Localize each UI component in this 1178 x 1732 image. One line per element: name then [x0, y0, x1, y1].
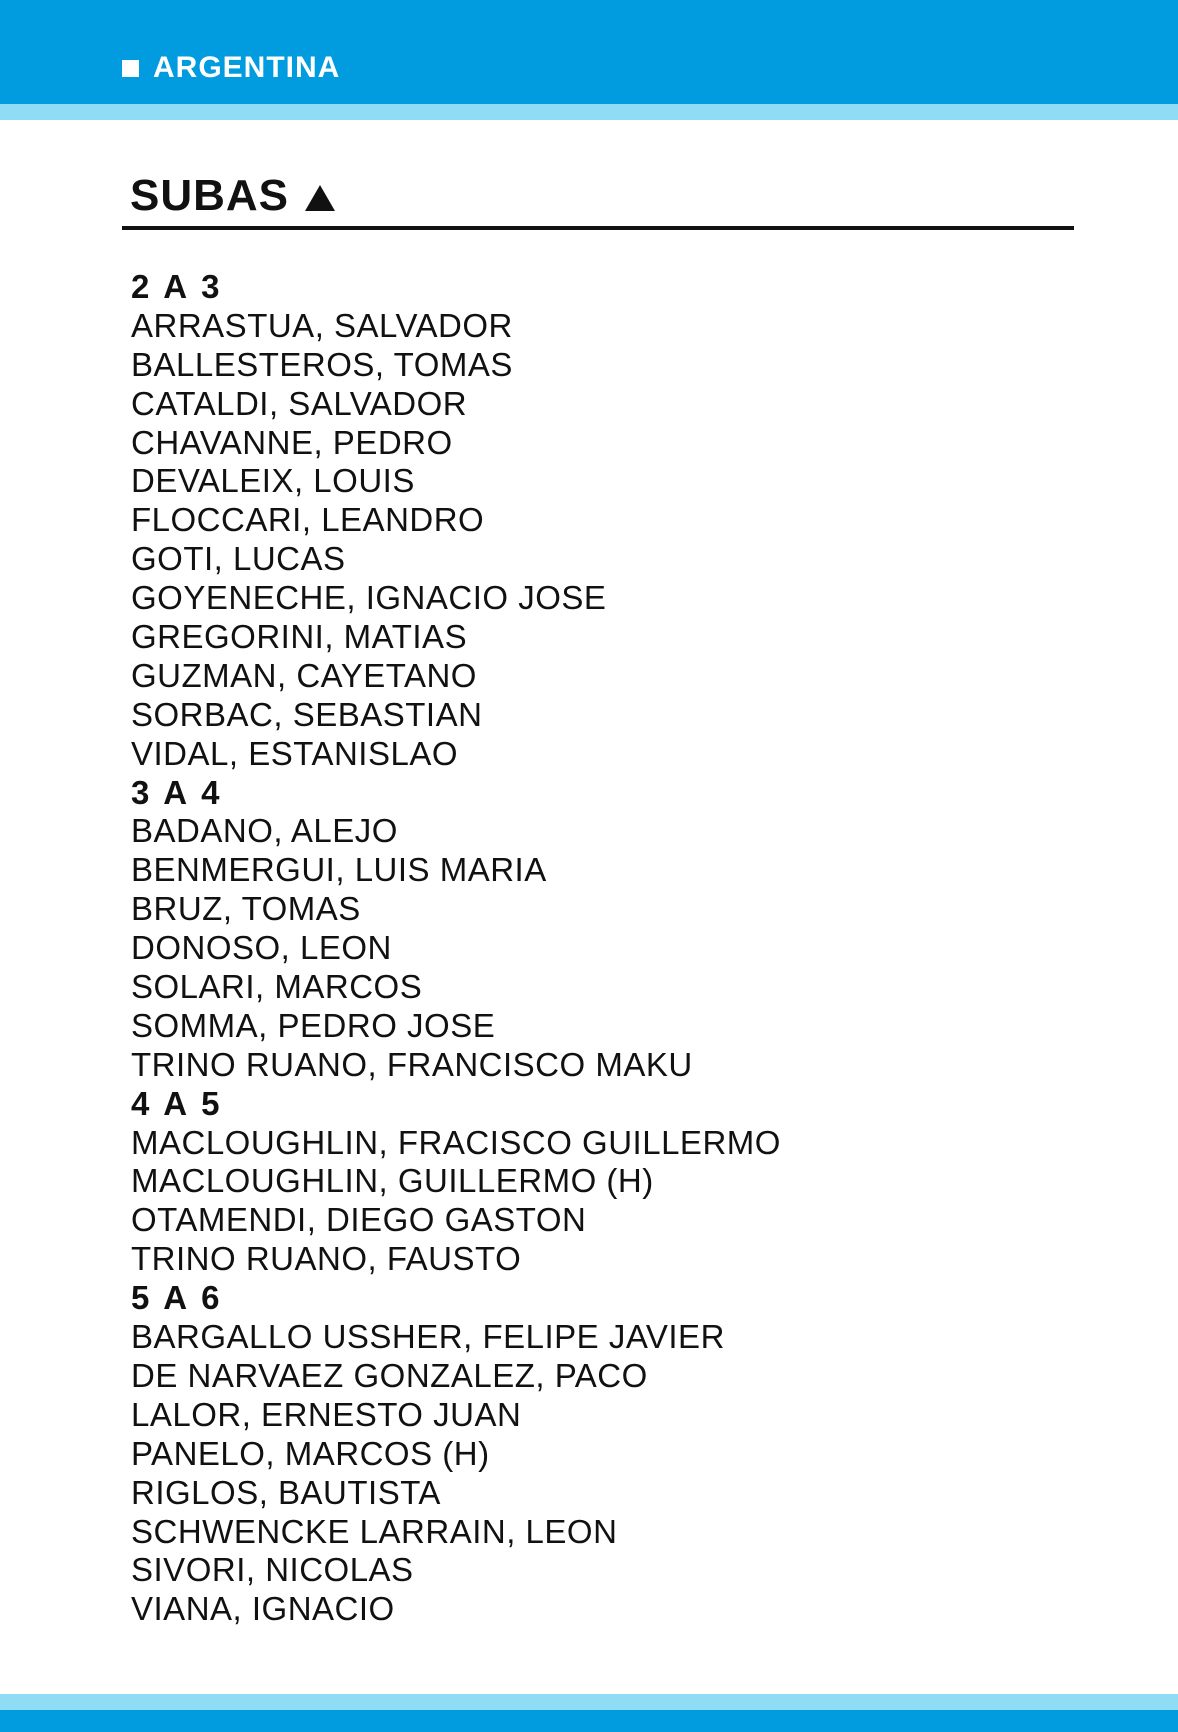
- list-item: BADANO, ALEJO: [131, 812, 398, 850]
- list-item: MACLOUGHLIN, FRACISCO GUILLERMO: [131, 1123, 781, 1161]
- list-item: GREGORINI, MATIAS: [131, 618, 468, 656]
- list-item: DEVALEIX, LOUIS: [131, 462, 415, 500]
- group-heading: 2 A 3: [131, 268, 223, 305]
- list-item: RIGLOS, BAUTISTA: [131, 1473, 441, 1511]
- list-item: BRUZ, TOMAS: [131, 890, 361, 928]
- section-title: SUBAS: [130, 171, 290, 220]
- list-item: TRINO RUANO, FAUSTO: [131, 1240, 522, 1278]
- group-heading: 5 A 6: [131, 1279, 223, 1317]
- list-item: SORBAC, SEBASTIAN: [131, 695, 483, 733]
- list-item: SIVORI, NICOLAS: [131, 1551, 414, 1589]
- list-item: LALOR, ERNESTO JUAN: [131, 1395, 522, 1433]
- list-item: GOYENECHE, IGNACIO JOSE: [131, 579, 607, 617]
- footer-band: [0, 1710, 1178, 1732]
- list-item: SOMMA, PEDRO JOSE: [131, 1006, 496, 1044]
- list-item: MACLOUGHLIN, GUILLERMO (H): [131, 1162, 654, 1200]
- list-item: OTAMENDI, DIEGO GASTON: [131, 1201, 587, 1239]
- list-item: BENMERGUI, LUIS MARIA: [131, 851, 547, 889]
- group-heading: 3 A 4: [131, 773, 223, 811]
- list-item: GOTI, LUCAS: [131, 540, 346, 578]
- triangle-up-icon: [305, 185, 335, 211]
- list-item: TRINO RUANO, FRANCISCO MAKU: [131, 1045, 693, 1083]
- list-item: GUZMAN, CAYETANO: [131, 656, 477, 694]
- list-item: DE NARVAEZ GONZALEZ, PACO: [131, 1356, 648, 1394]
- list-item: BARGALLO USSHER, FELIPE JAVIER: [131, 1318, 725, 1356]
- footer-stripe: [0, 1694, 1178, 1710]
- country-label: ARGENTINA: [153, 51, 341, 84]
- country-header: [122, 46, 340, 90]
- list-item: BALLESTEROS, TOMAS: [131, 345, 513, 383]
- list-item: PANELO, MARCOS (H): [131, 1434, 490, 1472]
- list-item: CHAVANNE, PEDRO: [131, 423, 453, 461]
- list-item: DONOSO, LEON: [131, 929, 392, 967]
- list-item: CATALDI, SALVADOR: [131, 384, 468, 422]
- section-title-row: [130, 168, 335, 224]
- list-item: SOLARI, MARCOS: [131, 968, 423, 1006]
- list-item: VIANA, IGNACIO: [131, 1590, 395, 1628]
- section-header: [122, 160, 1074, 230]
- group-heading: 4 A 5: [131, 1084, 223, 1122]
- header-stripe: [0, 104, 1178, 120]
- list-item: ARRASTUA, SALVADOR: [131, 306, 513, 344]
- square-bullet-icon: [122, 60, 139, 77]
- list-item: SCHWENCKE LARRAIN, LEON: [131, 1512, 618, 1550]
- promotion-list: [131, 268, 1031, 1629]
- list-item: FLOCCARI, LEANDRO: [131, 501, 485, 539]
- list-item: VIDAL, ESTANISLAO: [131, 734, 458, 772]
